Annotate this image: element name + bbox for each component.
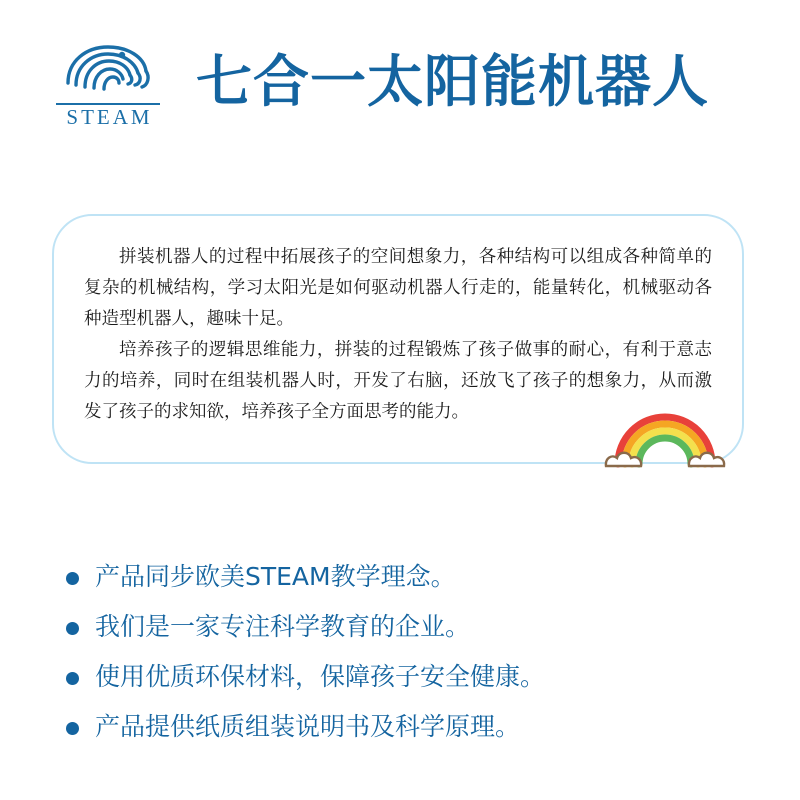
- list-item: [66, 552, 766, 602]
- bullet-dot-icon: [66, 622, 79, 635]
- list-item: [66, 702, 766, 752]
- bullet-dot-icon: [66, 722, 79, 735]
- list-item: [66, 652, 766, 702]
- bullet-dot-icon: [66, 672, 79, 685]
- feature-text: 产品同步欧美STEAM教学理念。: [95, 562, 456, 591]
- page-title: 七合一太阳能机器人: [196, 50, 709, 115]
- bullet-dot-icon: [66, 572, 79, 585]
- feature-list: [66, 552, 766, 752]
- rainbow-cloud-icon: [600, 410, 730, 472]
- description-paragraph: 拼装机器人的过程中拓展孩子的空间想象力，各种结构可以组成各种简单的复杂的机械结构，学习太阳光是如何驱动机器人行走的，能量转化，机械驱动各种造型机器人，趣味十足。: [84, 247, 712, 329]
- page-header: [48, 28, 760, 138]
- brand-logo: [48, 33, 168, 133]
- feature-text: 我们是一家专注科学教育的企业。: [95, 612, 471, 641]
- feature-text: 使用优质环保材料，保障孩子安全健康。: [95, 662, 546, 691]
- description-paragraph: 培养孩子的逻辑思维能力，拼装的过程锻炼了孩子做事的耐心，有利于意志力的培养，同时在组装机器人时，开发了右脑，还放飞了孩子的想象力，从而激发了孩子的求知欲，培养孩子全方面思考的能力。: [84, 340, 712, 422]
- steam-wave-logo-icon: [60, 39, 156, 101]
- logo-wordmark: STEAM: [66, 104, 153, 129]
- feature-text: 产品提供纸质组装说明书及科学原理。: [95, 712, 521, 741]
- list-item: [66, 602, 766, 652]
- description-text: [54, 216, 742, 428]
